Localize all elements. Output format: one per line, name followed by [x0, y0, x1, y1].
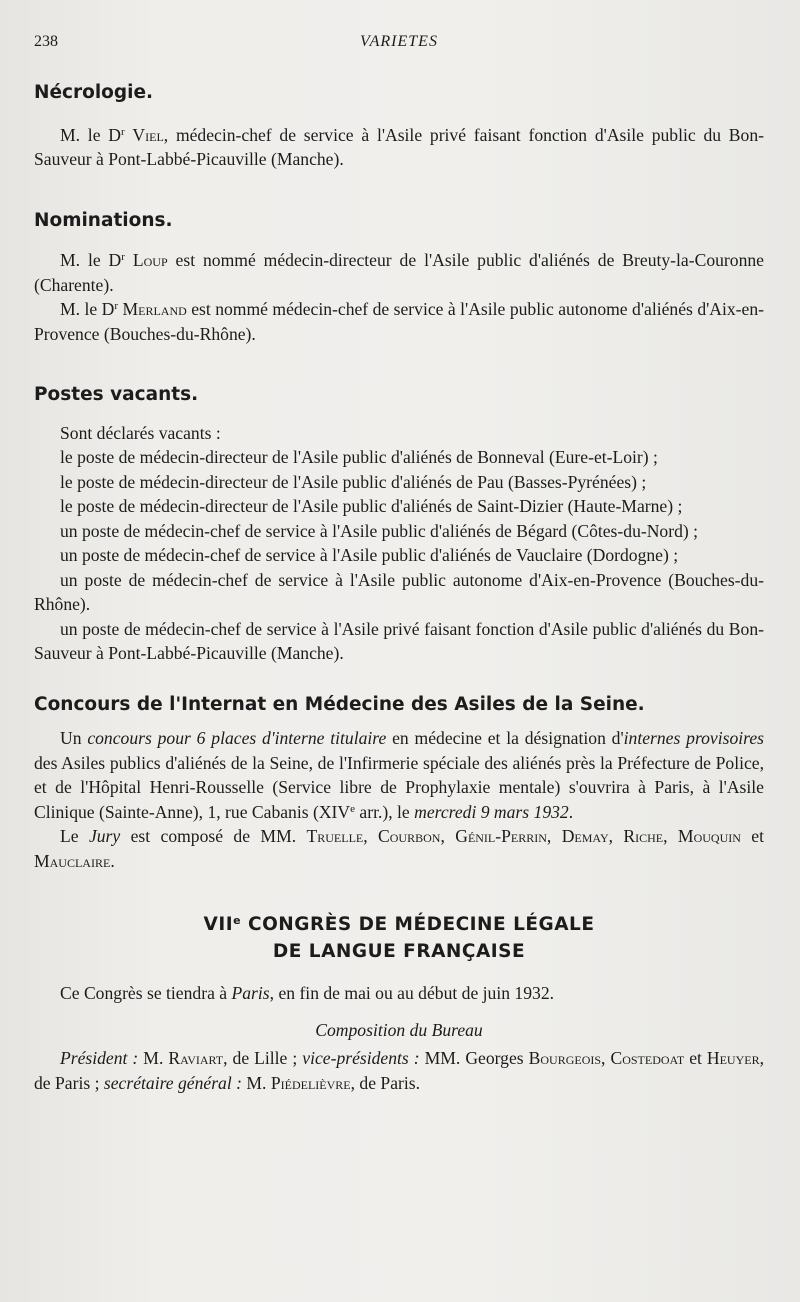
- postes-title: Postes vacants.: [34, 384, 199, 405]
- bureau-paragraph: Président : M. Raviart, de Lille ; vice-présidents : MM. Georges Bourgeois, Costedoat et Heuyer, de Paris ; secrétaire général : M. Piédelièvre, de Paris.: [34, 1048, 764, 1093]
- bureau-title: Composition du Bureau: [315, 1019, 483, 1040]
- page-header: [34, 0, 764, 50]
- congres-title-line-2: DE LANGUE FRANÇAISE: [272, 941, 526, 962]
- poste-item: un poste de médecin-chef de service à l'Asile public d'aliénés de Bégard (Côtes-du-Nord) ;: [60, 520, 699, 541]
- postes-section: [34, 386, 764, 666]
- poste-item: un poste de médecin-chef de service à l'Asile public autonome d'Aix-en-Provence (Bouches-du-Rhône).: [34, 569, 764, 614]
- necrologie-section: [34, 84, 764, 172]
- necrologie-title: Nécrologie.: [34, 82, 154, 103]
- poste-item: le poste de médecin-directeur de l'Asile public d'aliénés de Bonneval (Eure-et-Loir) ;: [60, 447, 658, 467]
- concours-paragraph: Un concours pour 6 places d'interne titulaire en médecine et la désignation d'internes provisoires des Asiles publics d'aliénés de la Seine, de l'Infirmerie spéciale des aliénés près la Préfecture de Police, et de l'Hôpital Henri-Rousselle (Service libre de Prophylaxie mentale) s'ouvrira à Paris, à l'Asile Clinique (Sainte-Anne), 1, rue Cabanis (XIVe arr.), le mercredi 9 mars 1932.: [34, 728, 765, 822]
- page-number: 238: [34, 33, 58, 50]
- necrologie-paragraph: M. le $D^r$ Viel, médecin-chef de service à l'Asile privé faisant fonction d'Asile public du Bon-Sauveur à Pont-Labbé-Picauville (Manche).: [34, 124, 764, 169]
- congres-title: [34, 911, 764, 965]
- poste-item: le poste de médecin-directeur de l'Asile public d'aliénés de Saint-Dizier (Haute-Marne) ;: [60, 496, 683, 516]
- running-title: VARIETES: [360, 33, 438, 50]
- congres-paragraph: Ce Congrès se tiendra à Paris, en fin de mai ou au début de juin 1932.: [60, 983, 555, 1003]
- nomination-paragraph-2: M. le $D^r$ Merland est nommé médecin-chef de service à l'Asile public autonome d'aliénés d'Aix-en-Provence (Bouches-du-Rhône).: [34, 299, 764, 344]
- congres-title-line-1: VIIe CONGRÈS DE MÉDECINE LÉGALE: [203, 914, 595, 935]
- nomination-paragraph-1: M. le $D^r$ Loup est nommé médecin-directeur de l'Asile public d'aliénés de Breuty-la-Couronne (Charente).: [34, 250, 764, 295]
- poste-item: le poste de médecin-directeur de l'Asile public d'aliénés de Pau (Basses-Pyrénées) ;: [60, 471, 647, 492]
- nominations-section: [34, 209, 764, 347]
- poste-item: un poste de médecin-chef de service à l'Asile privé faisant fonction d'Asile public d'aliénés du Bon-Sauveur à Pont-Labbé-Picauville (Manche).: [34, 618, 764, 663]
- nominations-title: Nominations.: [34, 209, 173, 231]
- jury-paragraph: Le Jury est composé de MM. Truelle, Courbon, Génil-Perrin, Demay, Riche, Mouquin et Mauclaire.: [34, 826, 764, 871]
- concours-title: Concours de l'Internat en Médecine des Asiles de la Seine.: [34, 693, 645, 715]
- congres-section: [34, 911, 764, 1095]
- postes-intro: Sont déclarés vacants :: [60, 422, 221, 443]
- poste-item: un poste de médecin-chef de service à l'Asile public d'aliénés de Vauclaire (Dordogne) ;: [60, 545, 679, 565]
- concours-section: [34, 693, 765, 874]
